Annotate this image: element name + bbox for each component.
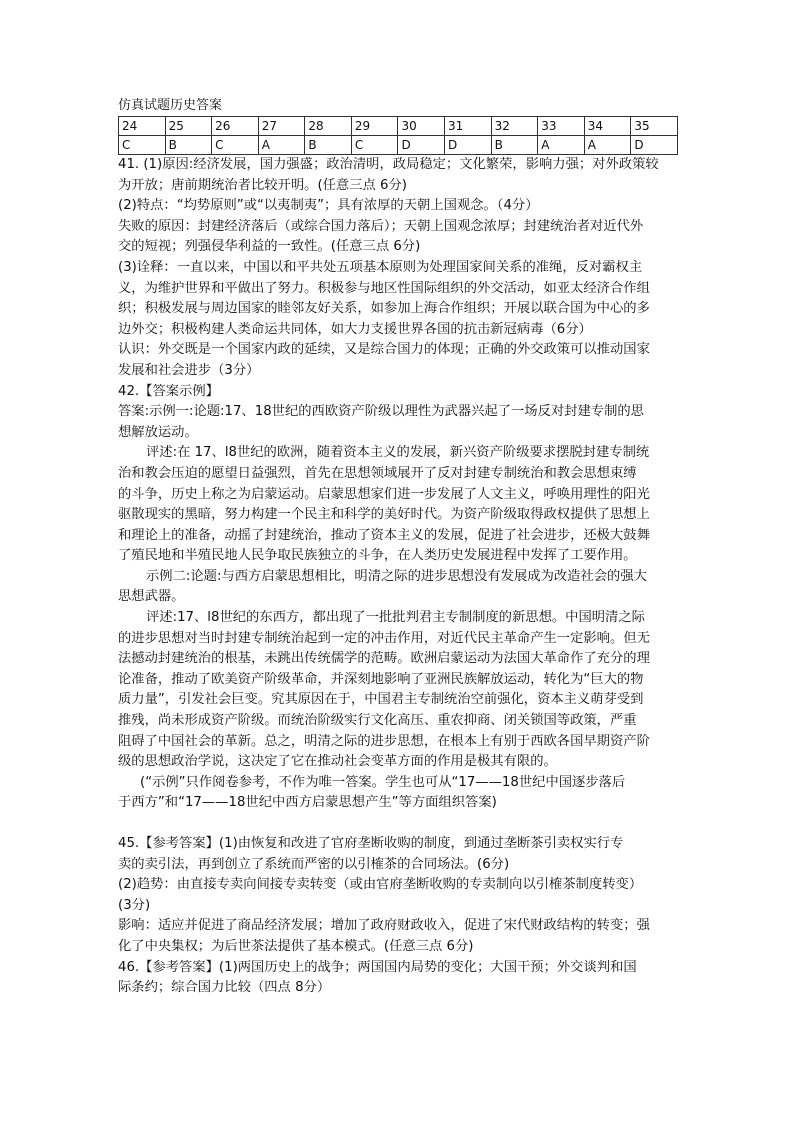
- answer-cell: A: [258, 136, 305, 155]
- question-number-cell: 27: [258, 117, 305, 136]
- answer-cell: D: [445, 136, 492, 155]
- text-line: (3)诠释：一直以来，中国以和平共处五项基本原则为处理国家间关系的准绳，反对霸权主: [118, 259, 643, 275]
- text-line: 的斗争，历史上称之为启蒙运动。启蒙思想家们进一步发展了人文主义，呼唤用理性的阳光: [118, 486, 650, 502]
- example-one-commentary: [118, 443, 678, 567]
- answer-document: [118, 96, 678, 999]
- text-line: 化了中央集权；为后世茶法提供了基本模式。(任意三点 6分): [118, 938, 474, 954]
- example-two-thesis: [118, 567, 678, 608]
- text-line: 于西方”和“17——18世纪中西方启蒙思想产生”等方面组织答案): [118, 795, 497, 811]
- question-number-cell: 31: [445, 117, 492, 136]
- text-line: 交的短视；列强侵华利益的一致性。(任意三点 6分): [118, 239, 421, 255]
- text-line: 想解放运动。: [118, 424, 198, 440]
- text-line: 边外交；积极构建人类命运共同体，如大力支援世界各国的抗击新冠病毒（6分）: [118, 321, 592, 337]
- question-number-cell: 35: [631, 117, 678, 136]
- text-line: 法撼动封建统治的根基，未跳出传统儒学的范畴。欧洲启蒙运动为法国大革命作了充分的理: [118, 651, 650, 667]
- text-line: (“示例”只作阅卷参考，不作为唯一答案。学生也可从“17——18世纪中国逐步落后: [140, 774, 626, 790]
- text-line: 46.【参考答案】(1)两国历史上的战争；两国国内局势的变化；大国干预；外交谈判和国: [118, 959, 637, 975]
- text-line: 41. (1)原因:经济发展，国力强盛；政治清明，政局稳定；文化繁荣，影响力强；对外政策较: [118, 157, 659, 172]
- question-number-cell: 33: [538, 117, 585, 136]
- text-line: 评述:在 17、l8世纪的欧洲，随着资本主义的发展，新兴资产阶级要求摆脱封建专制统: [146, 445, 650, 461]
- text-line: 论准备，推动了欧美资产阶级革命，并深刻地影响了亚洲民族解放运动，转化为“巨大的物: [118, 671, 644, 687]
- grading-note: [118, 773, 678, 814]
- text-line: 45.【参考答案】(1)由恢复和改进了官府垄断收购的制度，到通过垄断茶引卖权实行专: [118, 836, 624, 851]
- answer-cell: C: [119, 136, 166, 155]
- spacer: [118, 814, 678, 834]
- answer-cell: C: [212, 136, 259, 155]
- text-line: 际条约；综合国力比较（四点 8分）: [118, 980, 331, 996]
- text-line: 影响：适应并促进了商品经济发展；增加了政府财政收入，促进了宋代财政结构的转变；强: [118, 918, 650, 934]
- section-q41-q42: [118, 155, 678, 443]
- text-line: 认识：外交既是一个国家内政的延续，又是综合国力的体现；正确的外交政策可以推动国家: [118, 342, 650, 358]
- text-line: 为开放；唐前期统治者比较开明。(任意三点 6分): [118, 177, 407, 193]
- text-line: 发展和社会进步（3分）: [118, 362, 260, 378]
- answer-cell: D: [631, 136, 678, 155]
- answer-cell: A: [538, 136, 585, 155]
- text-line: 推残，尚未形成资产阶级。而统治阶级实行文化高压、重农抑商、闭关锁国等政策，严重: [118, 713, 637, 729]
- question-number-cell: 28: [305, 117, 352, 136]
- example-two-commentary: [118, 608, 678, 773]
- question-number-cell: 29: [351, 117, 398, 136]
- text-line: 阻碍了中国社会的革新。总之，明清之际的进步思想，在根本上有别于西欧各国早期资产阶: [118, 733, 650, 749]
- text-line: 思想武器。: [118, 589, 185, 605]
- answer-cell: D: [398, 136, 445, 155]
- section-q45-q46: [118, 834, 678, 999]
- text-line: 驱散现实的黑暗，努力构建一个民主和科学的美好时代。为资产阶级取得政权提供了思想上: [118, 507, 650, 523]
- question-number-cell: 32: [491, 117, 538, 136]
- question-number-cell: 25: [165, 117, 212, 136]
- document-title: 仿真试题历史答案: [118, 98, 223, 113]
- question-number-cell: 30: [398, 117, 445, 136]
- text-line: (2)趋势：由直接专卖向间接专卖转变（或由官府垄断收购的专卖制向以引榷茶制度转变）: [118, 877, 643, 893]
- question-number-cell: 24: [119, 117, 166, 136]
- question-number-cell: 26: [212, 117, 259, 136]
- text-line: (2)特点：“均势原则”或“以夷制夷”；具有浓厚的天朝上国观念。（4分）: [118, 198, 539, 214]
- question-number-cell: 34: [584, 117, 631, 136]
- text-line: 失败的原因：封建经济落后（或综合国力落后）；天朝上国观念浓厚；封建统治者对近代外: [118, 218, 644, 234]
- question-number-row: [119, 117, 678, 136]
- answer-cell: B: [491, 136, 538, 155]
- text-line: 卖的卖引法，再到创立了系统而严密的以引榷茶的合同场法。(6分): [118, 856, 510, 872]
- text-line: 评述:17、l8世纪的东西方，都出现了一批批判君主专制制度的新思想。中国明清之际: [146, 610, 645, 626]
- answer-cell: B: [165, 136, 212, 155]
- text-line: 的进步思想对当时封建专制统治起到一定的冲击作用，对近代民主革命产生一定影响。但无: [118, 630, 650, 646]
- text-line: 42.【答案示例】: [118, 383, 219, 399]
- answer-cell: A: [584, 136, 631, 155]
- text-line: 治和教会压迫的愿望日益强烈，首先在思想领域展开了反对封建专制统治和教会思想束缚: [118, 465, 637, 481]
- answer-cell: B: [305, 136, 352, 155]
- text-line: 示例二:论题:与西方启蒙思想相比，明清之际的进步思想没有发展成为改造社会的强大: [146, 568, 647, 584]
- text-line: 和理论上的准备，动摇了封建统治，推动了资本主义的发展，促进了社会进步，还极大鼓舞: [118, 527, 650, 543]
- text-line: (3分): [118, 897, 151, 913]
- text-line: 级的思想政治学说，这决定了它在推动社会变革方面的作用是极其有限的。: [118, 754, 557, 770]
- text-line: 织；积极发展与周边国家的睦邻友好关系，如参加上海合作组织；开展以联合国为中心的多: [118, 301, 650, 317]
- answer-table: [118, 116, 678, 155]
- text-line: 质力量”，引发社会巨变。究其原因在于，中国君主专制统治空前强化，资本主义萌芽受到: [118, 692, 644, 708]
- answer-cell: C: [351, 136, 398, 155]
- text-line: 答案:示例一:论题:17、18世纪的西欧资产阶级以理性为武器兴起了一场反对封建专制的思: [118, 404, 644, 420]
- text-line: 义，为维护世界和平做出了努力。积极参与地区性国际组织的外交活动，如亚太经济合作组: [118, 280, 650, 296]
- text-line: 了殖民地和半殖民地人民争取民族独立的斗争，在人类历史发展进程中发挥了工要作用。: [118, 548, 637, 564]
- answer-row: [119, 136, 678, 155]
